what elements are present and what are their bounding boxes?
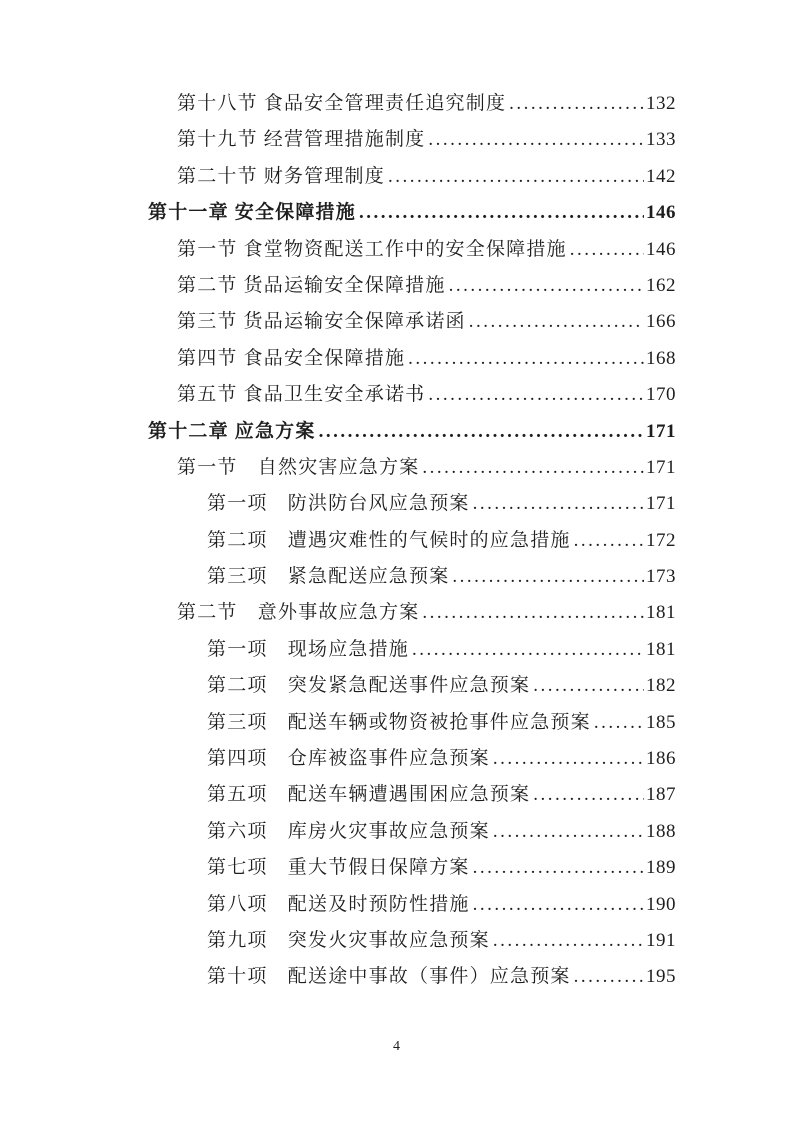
- toc-dot-leader: [422, 595, 644, 631]
- toc-entry: [96, 887, 676, 923]
- toc-entry: [96, 959, 676, 995]
- toc-entry: [96, 850, 676, 886]
- toc-entry-text: 第九项 突发火灾事故应急预案: [207, 929, 490, 951]
- toc-entry-page: 187: [646, 784, 676, 806]
- toc-entry-text: 第十九节 经营管理措施制度: [177, 129, 426, 151]
- toc-entry-page: 168: [646, 347, 676, 369]
- toc-entry-page: 181: [646, 602, 676, 624]
- toc-entry: [96, 159, 676, 195]
- toc-entry-text: 第十八节 食品安全管理责任追究制度: [177, 93, 507, 114]
- toc-dot-leader: [493, 923, 644, 959]
- toc-entry: [96, 122, 676, 158]
- toc-dot-leader: [408, 341, 644, 377]
- toc-entry-text: 第六项 库房火灾事故应急预案: [207, 820, 490, 842]
- toc-entry: [96, 268, 676, 304]
- toc-entry-text: 第七项 重大节假日保障方案: [207, 857, 470, 879]
- toc-entry-page: 182: [646, 675, 676, 697]
- toc-entry-text: 第一项 防洪防台风应急预案: [207, 493, 470, 515]
- toc-entry: [96, 304, 676, 340]
- toc-entry: [96, 486, 676, 522]
- toc-entry-page: 171: [646, 420, 676, 442]
- toc-entry-text: 第二节 货品运输安全保障措施: [177, 274, 446, 296]
- toc-dot-leader: [574, 523, 644, 559]
- toc-entry: [96, 86, 676, 122]
- toc-entry-page: 195: [646, 966, 676, 988]
- toc-entry: [96, 705, 676, 741]
- toc-entry-text: 第二节 意外事故应急方案: [177, 602, 420, 624]
- toc-entry: [96, 741, 676, 777]
- toc-entry-page: 181: [646, 638, 676, 660]
- toc-entry-page: 190: [646, 893, 676, 915]
- toc-entry: [96, 341, 676, 377]
- toc-entry: [96, 923, 676, 959]
- toc-entry-text: 第一节 自然灾害应急方案: [177, 456, 420, 478]
- toc-entry-page: 170: [646, 384, 676, 406]
- toc-dot-leader: [449, 268, 644, 304]
- toc-entry-text: 第三项 紧急配送应急预案: [207, 566, 450, 588]
- toc-dot-leader: [473, 486, 644, 522]
- toc-entry: [96, 632, 676, 668]
- toc-entry-text: 第三项 配送车辆或物资被抢事件应急预案: [207, 711, 591, 733]
- toc-dot-leader: [509, 86, 644, 122]
- toc-entry-text: 第二十节 财务管理制度: [177, 165, 385, 187]
- toc-entry: [96, 377, 676, 413]
- toc-dot-leader: [428, 122, 644, 158]
- toc-entry-page: 172: [646, 529, 676, 551]
- toc-dot-leader: [493, 814, 644, 850]
- toc-entry-page: 171: [646, 493, 676, 515]
- toc-dot-leader: [388, 159, 644, 195]
- toc-entry-page: 146: [646, 202, 676, 224]
- toc-entry: [96, 450, 676, 486]
- toc-entry-text: 第一节 食堂物资配送工作中的安全保障措施: [177, 238, 567, 260]
- toc-entry-text: 第十一章 安全保障措施: [148, 202, 356, 224]
- toc-dot-leader: [473, 850, 644, 886]
- toc-dot-leader: [533, 777, 644, 813]
- toc-entry-text: 第十项 配送途中事故（事件）应急预案: [207, 966, 571, 988]
- toc-entry-page: 171: [646, 456, 676, 478]
- toc-entry-text: 第十二章 应急方案: [148, 420, 316, 442]
- toc-dot-leader: [493, 741, 644, 777]
- toc-entry-page: 132: [646, 93, 676, 114]
- toc-entry-page: 162: [646, 274, 676, 296]
- toc-entry-page: 173: [646, 566, 676, 588]
- toc-entry-text: 第五项 配送车辆遭遇围困应急预案: [207, 784, 531, 806]
- toc-entry-text: 第三节 货品运输安全保障承诺函: [177, 311, 466, 333]
- toc-entry: [96, 814, 676, 850]
- toc-dot-leader: [533, 668, 644, 704]
- toc-entry: [96, 559, 676, 595]
- toc-dot-leader: [319, 414, 644, 450]
- toc-dot-leader: [428, 377, 644, 413]
- toc-entry: [96, 414, 676, 450]
- toc-entry-text: 第一项 现场应急措施: [207, 638, 410, 660]
- toc-dot-leader: [469, 304, 644, 340]
- toc-entry-page: 142: [646, 165, 676, 187]
- toc-dot-leader: [473, 887, 644, 923]
- footer-page-number: 4: [393, 1039, 400, 1054]
- toc-entry-page: 166: [646, 311, 676, 333]
- toc-entry-page: 188: [646, 820, 676, 842]
- toc-entry-page: 133: [646, 129, 676, 151]
- toc-dot-leader: [570, 232, 644, 268]
- toc-entry-text: 第五节 食品卫生安全承诺书: [177, 384, 426, 406]
- toc-entry-text: 第二项 遭遇灾难性的气候时的应急措施: [207, 529, 571, 551]
- toc-entry-page: 186: [646, 748, 676, 770]
- toc-entry: [96, 668, 676, 704]
- toc-entry-page: 146: [646, 238, 676, 260]
- toc-dot-leader: [452, 559, 644, 595]
- toc-list: [96, 86, 676, 996]
- toc-entry: [96, 523, 676, 559]
- toc-dot-leader: [412, 632, 644, 668]
- toc-entry-text: 第四节 食品安全保障措施: [177, 347, 406, 369]
- toc-entry: [96, 195, 676, 231]
- toc-dot-leader: [422, 450, 644, 486]
- toc-entry-page: 185: [646, 711, 676, 733]
- toc-dot-leader: [359, 195, 644, 231]
- toc-entry: [96, 595, 676, 631]
- toc-entry-text: 第二项 突发紧急配送事件应急预案: [207, 675, 531, 697]
- toc-entry-text: 第八项 配送及时预防性措施: [207, 893, 470, 915]
- toc-entry: [96, 777, 676, 813]
- toc-entry-text: 第四项 仓库被盗事件应急预案: [207, 748, 490, 770]
- toc-entry-page: 191: [646, 929, 676, 951]
- toc-dot-leader: [574, 959, 644, 995]
- toc-entry: [96, 232, 676, 268]
- toc-dot-leader: [594, 705, 644, 741]
- toc-entry-page: 189: [646, 857, 676, 879]
